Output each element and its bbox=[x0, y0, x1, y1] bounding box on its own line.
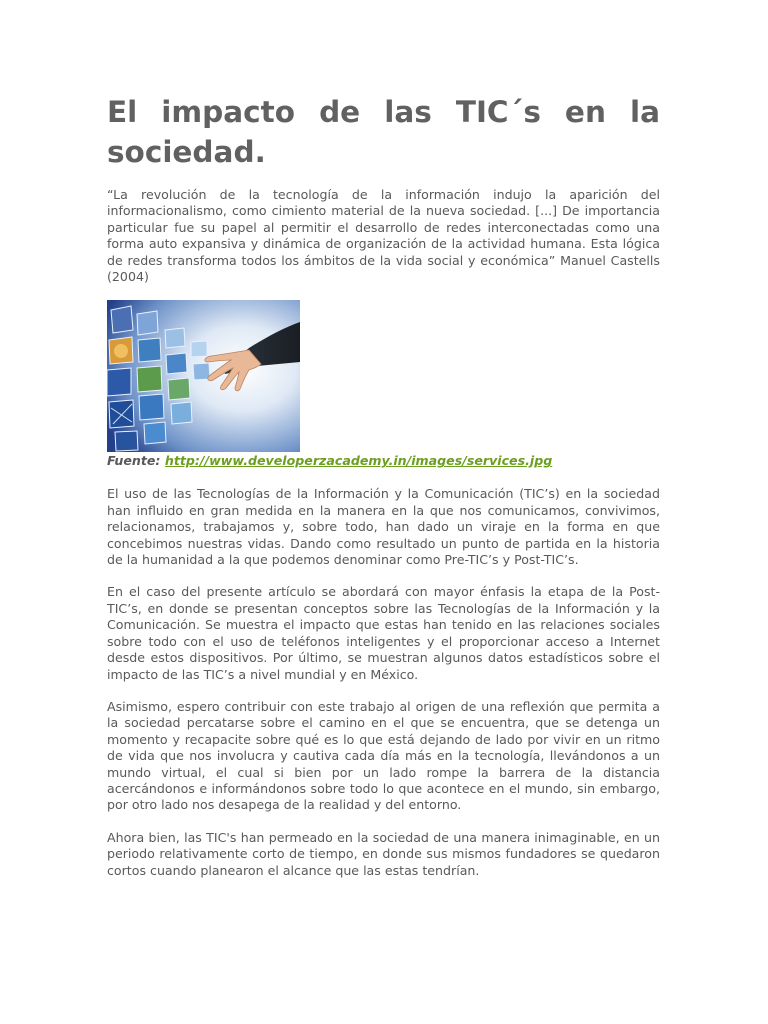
paragraph-2: En el caso del presente artículo se abordará con mayor énfasis la etapa de la Post-TIC’s, en donde se presentan conceptos sobre las Tecnologías de la Información y la Comunicación. Se muestra el impacto que estas han tenido en las relaciones sociales sobre todo con el uso de teléfonos inteligentes y el proporcionar acceso a Internet desde estos dispositivos. Por último, se muestran algunos datos estadísticos sobre el impacto de las TIC’s a nivel mundial y en México. bbox=[107, 584, 660, 682]
paragraph-4: Ahora bien, las TIC's han permeado en la sociedad de una manera inimaginable, en un periodo relativamente corto de tiempo, en donde sus mismos fundadores se quedaron cortos cuando planearon el alcance que las estas tendrían. bbox=[107, 829, 660, 878]
article-title bbox=[107, 92, 660, 172]
paragraph-3: Asimismo, espero contribuir con este trabajo al origen de una reflexión que permita a la sociedad percatarse sobre el camino en el que se encuentra, que se detenga un momento y recapacite sobre qué es lo que está dejando de lado por vivir en un ritmo de vida que nos involucra y cautiva cada día más en la tecnología, llevándonos a un mundo virtual, el cual si bien por un lado rompe la barrera de la distancia acercándonos e informándonos sobre todo lo que acontece en el mundo, sin embargo, por otro lado nos desapega de la realidad y del entorno. bbox=[107, 698, 660, 813]
intro-quote: “La revolución de la tecnología de la información indujo la aparición del informacionalismo, como cimiento material de la nueva sociedad. [...] De importancia particular fue su papel al permitir el desarrollo de redes interconectadas como una forma auto expansiva y dinámica de organización de la actividad humana. Esta lógica de redes transforma todos los ámbitos de la vida social y económica” Manuel Castells (2004) bbox=[107, 187, 660, 285]
title-line-1: El impacto de las TIC´s en la bbox=[107, 95, 660, 129]
article-image bbox=[107, 300, 300, 452]
caption-label: Fuente: bbox=[107, 453, 161, 469]
article bbox=[107, 92, 660, 879]
title-line-2: sociedad. bbox=[107, 135, 266, 169]
paragraph-1: El uso de las Tecnologías de la Información y la Comunicación (TIC’s) en la sociedad han influido en gran medida en la manera en la que nos comunicamos, convivimos, relacionamos, trabajamos y, sobre todo, han dado un viraje en la forma en que concebimos nuestras vidas. Dando como resultado un punto de partida en la historia de la humanidad a la que podemos denominar como Pre-TIC’s y Post-TIC’s. bbox=[107, 486, 660, 568]
source-link[interactable]: http://www.developerzacademy.in/images/services.jpg bbox=[164, 453, 553, 469]
figure-caption bbox=[107, 453, 660, 469]
hand-touching-screens-image bbox=[107, 300, 300, 452]
